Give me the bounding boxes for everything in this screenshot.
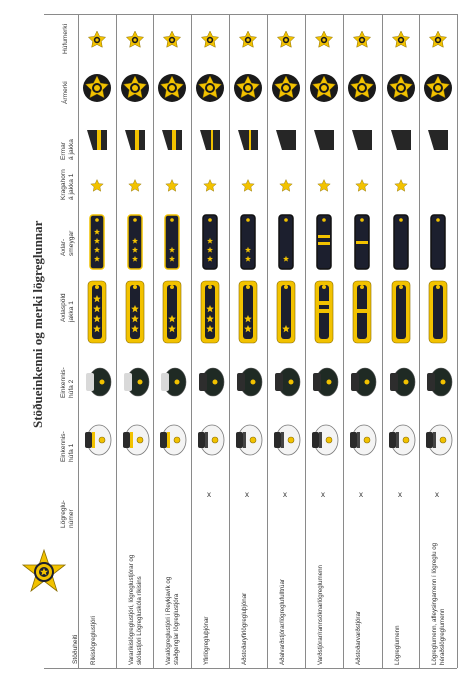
grid-line — [116, 14, 117, 668]
cap-badge-icon — [276, 30, 296, 50]
uniform-number-mark: x — [282, 490, 287, 499]
rank-name: Vararíkislögreglustjóri, lögreglustjórar og skólastjóri Lögregluskóla ríkisins — [127, 554, 143, 665]
epaulette-icon — [124, 279, 146, 345]
grid-line — [44, 14, 457, 15]
sleeve-cuff-icon — [273, 129, 299, 151]
epaulette-icon — [390, 279, 412, 345]
white-cap-icon — [82, 423, 112, 457]
dark-cap-icon — [157, 366, 187, 398]
sleeve-cuff-icon — [311, 129, 337, 151]
header-uniform-number: Lögreglu- númer — [60, 500, 75, 528]
header-collar: Kragahorn á jakka 1 — [60, 169, 75, 200]
epaulette-icon — [237, 279, 259, 345]
collar-badge-icon — [128, 179, 142, 193]
grid-line — [305, 14, 306, 668]
grid-line — [267, 14, 268, 668]
header-epaulette: Axlaspöld jakka 1 — [60, 293, 75, 322]
arm-badge-icon — [233, 73, 263, 103]
sleeve-cuff-icon — [235, 129, 261, 151]
arm-badge-icon — [386, 73, 416, 103]
arm-badge-icon — [271, 73, 301, 103]
shoulder-slide-icon — [200, 213, 220, 271]
grid-line — [153, 14, 154, 668]
dark-cap-icon — [195, 366, 225, 398]
rank-name: Aðstoðarvarðstjórar — [354, 611, 362, 665]
collar-badge-icon — [355, 179, 369, 193]
arm-badge-icon — [82, 73, 112, 103]
collar-badge-icon — [203, 179, 217, 193]
header-cap-badge: Húfumerki — [62, 23, 69, 54]
collar-badge-icon — [90, 179, 104, 193]
white-cap-icon — [195, 423, 225, 457]
collar-badge-icon — [241, 179, 255, 193]
sleeve-cuff-icon — [84, 129, 110, 151]
cap-badge-icon — [125, 30, 145, 50]
shoulder-slide-icon — [428, 213, 448, 271]
dark-cap-icon — [309, 366, 339, 398]
sleeve-cuff-icon — [388, 129, 414, 151]
header-cap-2: Einkennis- húfa 2 — [60, 367, 75, 398]
shoulder-slide-icon — [162, 213, 182, 271]
dark-cap-icon — [271, 366, 301, 398]
grid-line — [191, 14, 192, 668]
white-cap-icon — [309, 423, 339, 457]
rank-name: Aðalvarðstjórar/lögreglufulltrúar — [278, 579, 286, 665]
dark-cap-icon — [423, 366, 453, 398]
epaulette-icon — [313, 279, 335, 345]
collar-badge-icon — [394, 179, 408, 193]
sleeve-cuff-icon — [197, 129, 223, 151]
epaulette-icon — [427, 279, 449, 345]
dark-cap-icon — [386, 366, 416, 398]
arm-badge-icon — [309, 73, 339, 103]
shoulder-slide-icon — [314, 213, 334, 271]
epaulette-icon — [351, 279, 373, 345]
shoulder-slide-icon — [352, 213, 372, 271]
rank-name: Lögreglumenn, afleysingamenn í lögreglu og héraðslögreglumenn — [430, 542, 446, 665]
white-cap-icon — [271, 423, 301, 457]
rank-name: Varalögreglustjóri í Reykjavík og staðgenglar lögreglustjóra — [164, 576, 180, 665]
grid-line — [343, 14, 344, 668]
rank-name: Varðstjórar/rannsóknarlögreglumenn — [316, 565, 324, 665]
shoulder-slide-icon — [125, 213, 145, 271]
sleeve-cuff-icon — [159, 129, 185, 151]
uniform-number-mark: x — [358, 490, 363, 499]
epaulette-icon — [199, 279, 221, 345]
collar-badge-icon — [165, 179, 179, 193]
grid-line — [78, 14, 79, 668]
rank-name: Lögreglumenn — [393, 625, 401, 665]
rank-name: Yfirlögregluþjónar — [202, 616, 210, 665]
header-arm-badge: Ármerki — [62, 81, 69, 104]
white-cap-icon — [347, 423, 377, 457]
grid-line — [229, 14, 230, 668]
uniform-number-mark: x — [244, 490, 249, 499]
uniform-number-mark: x — [206, 490, 211, 499]
dark-cap-icon — [82, 366, 112, 398]
epaulette-icon — [86, 279, 108, 345]
rank-name: Aðstoðaryfirlögregluþjónar — [240, 592, 248, 665]
cap-badge-icon — [162, 30, 182, 50]
dark-cap-icon — [347, 366, 377, 398]
collar-badge-icon — [317, 179, 331, 193]
cap-badge-icon — [352, 30, 372, 50]
cap-badge-icon — [428, 30, 448, 50]
white-cap-icon — [423, 423, 453, 457]
header-cap-1: Einkennis- húfa 1 — [60, 431, 75, 462]
cap-badge-icon — [200, 30, 220, 50]
sleeve-cuff-icon — [425, 129, 451, 151]
dark-cap-icon — [233, 366, 263, 398]
grid-line — [44, 668, 457, 669]
uniform-number-mark: x — [320, 490, 325, 499]
shoulder-slide-icon — [276, 213, 296, 271]
shoulder-slide-icon — [87, 213, 107, 271]
epaulette-icon — [161, 279, 183, 345]
sleeve-cuff-icon — [349, 129, 375, 151]
header-sleeve-slides: Axlar- smeygar — [60, 230, 75, 256]
sleeve-cuff-icon — [122, 129, 148, 151]
dark-cap-icon — [120, 366, 150, 398]
white-cap-icon — [233, 423, 263, 457]
white-cap-icon — [386, 423, 416, 457]
rank-name: Ríkislögreglustjóri — [89, 616, 97, 665]
grid-line — [382, 14, 383, 668]
arm-badge-icon — [347, 73, 377, 103]
uniform-number-mark: x — [434, 490, 439, 499]
shoulder-slide-icon — [391, 213, 411, 271]
white-cap-icon — [120, 423, 150, 457]
grid-line — [419, 14, 420, 668]
police-star-emblem — [20, 548, 68, 596]
shoulder-slide-icon — [238, 213, 258, 271]
collar-badge-icon — [279, 179, 293, 193]
page-title: Stöðueinkenni og merki lögreglunnar — [30, 220, 45, 428]
uniform-number-mark: x — [397, 490, 402, 499]
epaulette-icon — [275, 279, 297, 345]
arm-badge-icon — [195, 73, 225, 103]
arm-badge-icon — [423, 73, 453, 103]
cap-badge-icon — [391, 30, 411, 50]
cap-badge-icon — [314, 30, 334, 50]
arm-badge-icon — [120, 73, 150, 103]
white-cap-icon — [157, 423, 187, 457]
cap-badge-icon — [87, 30, 107, 50]
header-rank: Stöðuheiti — [72, 634, 79, 664]
grid-line — [457, 14, 458, 668]
arm-badge-icon — [157, 73, 187, 103]
header-sleeve: Ermar á jakka — [60, 139, 75, 160]
cap-badge-icon — [238, 30, 258, 50]
